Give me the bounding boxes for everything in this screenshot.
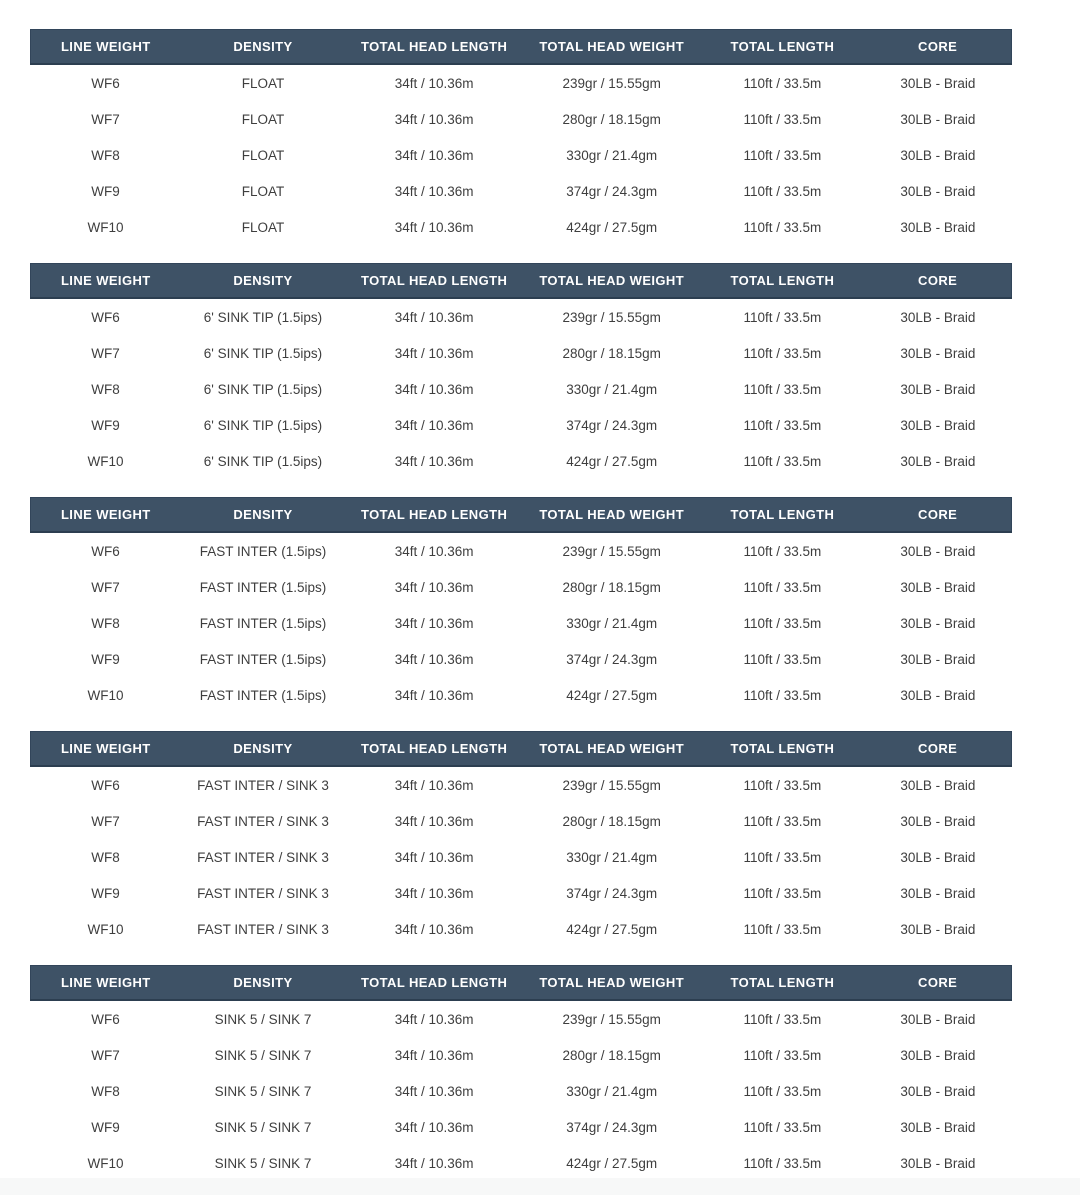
column-header-total-head-weight: TOTAL HEAD WEIGHT — [523, 264, 701, 299]
cell-core: 30LB - Braid — [864, 1000, 1011, 1037]
cell-total-head-length: 34ft / 10.36m — [345, 1073, 523, 1109]
cell-line-weight: WF8 — [31, 605, 181, 641]
column-header-line-weight: LINE WEIGHT — [31, 966, 181, 1001]
column-header-total-head-length: TOTAL HEAD LENGTH — [345, 30, 523, 65]
cell-core: 30LB - Braid — [864, 569, 1011, 605]
cell-line-weight: WF6 — [31, 298, 181, 335]
cell-core: 30LB - Braid — [864, 407, 1011, 443]
cell-density: FAST INTER (1.5ips) — [181, 532, 346, 569]
cell-core: 30LB - Braid — [864, 335, 1011, 371]
column-header-core: CORE — [864, 264, 1011, 299]
cell-core: 30LB - Braid — [864, 209, 1011, 245]
cell-line-weight: WF8 — [31, 839, 181, 875]
cell-total-head-length: 34ft / 10.36m — [345, 443, 523, 479]
table-row — [31, 137, 1012, 173]
cell-total-head-weight: 280gr / 18.15gm — [523, 1037, 701, 1073]
cell-total-length: 110ft / 33.5m — [700, 209, 864, 245]
cell-total-head-length: 34ft / 10.36m — [345, 173, 523, 209]
cell-density: FAST INTER (1.5ips) — [181, 677, 346, 713]
cell-line-weight: WF7 — [31, 803, 181, 839]
column-header-total-length: TOTAL LENGTH — [700, 498, 864, 533]
cell-line-weight: WF6 — [31, 64, 181, 101]
cell-total-length: 110ft / 33.5m — [700, 64, 864, 101]
table-row — [31, 64, 1012, 101]
cell-total-head-length: 34ft / 10.36m — [345, 766, 523, 803]
cell-line-weight: WF10 — [31, 677, 181, 713]
cell-total-head-weight: 280gr / 18.15gm — [523, 335, 701, 371]
cell-total-head-weight: 424gr / 27.5gm — [523, 443, 701, 479]
cell-core: 30LB - Braid — [864, 1073, 1011, 1109]
cell-total-head-weight: 374gr / 24.3gm — [523, 875, 701, 911]
table-row — [31, 1109, 1012, 1145]
cell-line-weight: WF8 — [31, 137, 181, 173]
cell-total-head-weight: 330gr / 21.4gm — [523, 839, 701, 875]
cell-total-head-weight: 374gr / 24.3gm — [523, 173, 701, 209]
column-header-density: DENSITY — [181, 732, 346, 767]
spec-table-5 — [30, 965, 1012, 1181]
table-row — [31, 641, 1012, 677]
column-header-total-length: TOTAL LENGTH — [700, 966, 864, 1001]
cell-core: 30LB - Braid — [864, 641, 1011, 677]
table-row — [31, 532, 1012, 569]
cell-core: 30LB - Braid — [864, 1109, 1011, 1145]
table-row — [31, 298, 1012, 335]
cell-total-head-weight: 330gr / 21.4gm — [523, 605, 701, 641]
cell-total-head-length: 34ft / 10.36m — [345, 64, 523, 101]
cell-line-weight: WF9 — [31, 1109, 181, 1145]
table-row — [31, 1073, 1012, 1109]
cell-density: FLOAT — [181, 64, 346, 101]
cell-total-head-length: 34ft / 10.36m — [345, 605, 523, 641]
spec-table-2 — [30, 263, 1012, 479]
cell-density: SINK 5 / SINK 7 — [181, 1037, 346, 1073]
cell-total-head-length: 34ft / 10.36m — [345, 839, 523, 875]
cell-line-weight: WF8 — [31, 1073, 181, 1109]
table-row — [31, 1145, 1012, 1181]
table-row — [31, 605, 1012, 641]
table-row — [31, 173, 1012, 209]
cell-total-head-weight: 280gr / 18.15gm — [523, 101, 701, 137]
cell-total-head-length: 34ft / 10.36m — [345, 1109, 523, 1145]
cell-density: SINK 5 / SINK 7 — [181, 1073, 346, 1109]
cell-total-length: 110ft / 33.5m — [700, 839, 864, 875]
cell-core: 30LB - Braid — [864, 443, 1011, 479]
cell-total-head-length: 34ft / 10.36m — [345, 569, 523, 605]
column-header-core: CORE — [864, 30, 1011, 65]
cell-total-head-length: 34ft / 10.36m — [345, 101, 523, 137]
cell-total-head-length: 34ft / 10.36m — [345, 298, 523, 335]
cell-total-length: 110ft / 33.5m — [700, 101, 864, 137]
table-row — [31, 209, 1012, 245]
cell-density: 6' SINK TIP (1.5ips) — [181, 407, 346, 443]
cell-total-head-weight: 239gr / 15.55gm — [523, 298, 701, 335]
cell-total-length: 110ft / 33.5m — [700, 173, 864, 209]
cell-density: SINK 5 / SINK 7 — [181, 1109, 346, 1145]
cell-total-length: 110ft / 33.5m — [700, 1073, 864, 1109]
header-row — [31, 966, 1012, 1001]
cell-line-weight: WF7 — [31, 335, 181, 371]
cell-total-head-weight: 374gr / 24.3gm — [523, 1109, 701, 1145]
column-header-total-head-length: TOTAL HEAD LENGTH — [345, 966, 523, 1001]
cell-total-head-weight: 280gr / 18.15gm — [523, 803, 701, 839]
column-header-total-head-weight: TOTAL HEAD WEIGHT — [523, 732, 701, 767]
cell-core: 30LB - Braid — [864, 371, 1011, 407]
column-header-total-head-weight: TOTAL HEAD WEIGHT — [523, 498, 701, 533]
column-header-core: CORE — [864, 966, 1011, 1001]
header-row — [31, 732, 1012, 767]
cell-core: 30LB - Braid — [864, 839, 1011, 875]
cell-total-head-length: 34ft / 10.36m — [345, 137, 523, 173]
cell-density: 6' SINK TIP (1.5ips) — [181, 335, 346, 371]
table-row — [31, 335, 1012, 371]
cell-core: 30LB - Braid — [864, 64, 1011, 101]
column-header-total-length: TOTAL LENGTH — [700, 30, 864, 65]
table-row — [31, 443, 1012, 479]
cell-total-head-length: 34ft / 10.36m — [345, 677, 523, 713]
table-row — [31, 911, 1012, 947]
cell-total-head-length: 34ft / 10.36m — [345, 371, 523, 407]
cell-total-length: 110ft / 33.5m — [700, 298, 864, 335]
column-header-density: DENSITY — [181, 264, 346, 299]
table-row — [31, 803, 1012, 839]
cell-total-head-weight: 239gr / 15.55gm — [523, 532, 701, 569]
cell-line-weight: WF9 — [31, 641, 181, 677]
cell-total-length: 110ft / 33.5m — [700, 532, 864, 569]
cell-total-head-length: 34ft / 10.36m — [345, 407, 523, 443]
column-header-core: CORE — [864, 732, 1011, 767]
cell-density: FLOAT — [181, 137, 346, 173]
cell-density: FAST INTER (1.5ips) — [181, 641, 346, 677]
cell-line-weight: WF6 — [31, 766, 181, 803]
table-row — [31, 1037, 1012, 1073]
spec-table-4 — [30, 731, 1012, 947]
cell-core: 30LB - Braid — [864, 677, 1011, 713]
cell-density: 6' SINK TIP (1.5ips) — [181, 298, 346, 335]
column-header-total-head-length: TOTAL HEAD LENGTH — [345, 732, 523, 767]
cell-total-length: 110ft / 33.5m — [700, 803, 864, 839]
cell-total-length: 110ft / 33.5m — [700, 875, 864, 911]
cell-total-length: 110ft / 33.5m — [700, 641, 864, 677]
cell-line-weight: WF10 — [31, 443, 181, 479]
cell-density: FAST INTER / SINK 3 — [181, 803, 346, 839]
cell-density: FLOAT — [181, 173, 346, 209]
cell-total-head-length: 34ft / 10.36m — [345, 641, 523, 677]
cell-total-length: 110ft / 33.5m — [700, 569, 864, 605]
cell-core: 30LB - Braid — [864, 532, 1011, 569]
cell-total-head-weight: 330gr / 21.4gm — [523, 137, 701, 173]
cell-density: FAST INTER / SINK 3 — [181, 911, 346, 947]
column-header-total-head-length: TOTAL HEAD LENGTH — [345, 264, 523, 299]
cell-total-length: 110ft / 33.5m — [700, 677, 864, 713]
column-header-line-weight: LINE WEIGHT — [31, 732, 181, 767]
cell-core: 30LB - Braid — [864, 803, 1011, 839]
cell-total-length: 110ft / 33.5m — [700, 1145, 864, 1181]
cell-density: FAST INTER (1.5ips) — [181, 569, 346, 605]
cell-core: 30LB - Braid — [864, 605, 1011, 641]
cell-line-weight: WF9 — [31, 173, 181, 209]
cell-total-head-length: 34ft / 10.36m — [345, 209, 523, 245]
cell-line-weight: WF7 — [31, 569, 181, 605]
column-header-density: DENSITY — [181, 30, 346, 65]
cell-total-length: 110ft / 33.5m — [700, 911, 864, 947]
cell-density: FAST INTER / SINK 3 — [181, 839, 346, 875]
cell-core: 30LB - Braid — [864, 766, 1011, 803]
table-row — [31, 371, 1012, 407]
table-row — [31, 407, 1012, 443]
cell-line-weight: WF10 — [31, 1145, 181, 1181]
table-row — [31, 766, 1012, 803]
table-row — [31, 839, 1012, 875]
cell-core: 30LB - Braid — [864, 173, 1011, 209]
cell-total-head-weight: 424gr / 27.5gm — [523, 1145, 701, 1181]
cell-density: SINK 5 / SINK 7 — [181, 1145, 346, 1181]
cell-line-weight: WF10 — [31, 911, 181, 947]
cell-line-weight: WF7 — [31, 1037, 181, 1073]
cell-core: 30LB - Braid — [864, 1037, 1011, 1073]
cell-total-length: 110ft / 33.5m — [700, 766, 864, 803]
header-row — [31, 264, 1012, 299]
cell-core: 30LB - Braid — [864, 911, 1011, 947]
cell-core: 30LB - Braid — [864, 298, 1011, 335]
cell-core: 30LB - Braid — [864, 137, 1011, 173]
table-row — [31, 569, 1012, 605]
cell-total-head-length: 34ft / 10.36m — [345, 1037, 523, 1073]
footer-band — [0, 1178, 1080, 1195]
table-row — [31, 1000, 1012, 1037]
cell-density: FLOAT — [181, 209, 346, 245]
cell-total-head-weight: 239gr / 15.55gm — [523, 1000, 701, 1037]
cell-total-head-weight: 374gr / 24.3gm — [523, 641, 701, 677]
column-header-total-head-weight: TOTAL HEAD WEIGHT — [523, 966, 701, 1001]
cell-density: FLOAT — [181, 101, 346, 137]
cell-density: FAST INTER / SINK 3 — [181, 875, 346, 911]
spec-table-1 — [30, 29, 1012, 245]
cell-core: 30LB - Braid — [864, 875, 1011, 911]
cell-core: 30LB - Braid — [864, 1145, 1011, 1181]
column-header-density: DENSITY — [181, 966, 346, 1001]
column-header-line-weight: LINE WEIGHT — [31, 30, 181, 65]
cell-core: 30LB - Braid — [864, 101, 1011, 137]
table-row — [31, 101, 1012, 137]
cell-total-length: 110ft / 33.5m — [700, 371, 864, 407]
cell-total-length: 110ft / 33.5m — [700, 1037, 864, 1073]
cell-total-head-length: 34ft / 10.36m — [345, 532, 523, 569]
column-header-line-weight: LINE WEIGHT — [31, 498, 181, 533]
header-row — [31, 30, 1012, 65]
cell-total-head-weight: 239gr / 15.55gm — [523, 64, 701, 101]
cell-total-head-length: 34ft / 10.36m — [345, 1000, 523, 1037]
cell-total-length: 110ft / 33.5m — [700, 407, 864, 443]
spec-table-3 — [30, 497, 1012, 713]
cell-total-head-length: 34ft / 10.36m — [345, 911, 523, 947]
cell-total-head-length: 34ft / 10.36m — [345, 875, 523, 911]
cell-total-head-weight: 280gr / 18.15gm — [523, 569, 701, 605]
column-header-core: CORE — [864, 498, 1011, 533]
cell-total-head-weight: 239gr / 15.55gm — [523, 766, 701, 803]
cell-total-head-length: 34ft / 10.36m — [345, 335, 523, 371]
cell-line-weight: WF8 — [31, 371, 181, 407]
cell-total-head-weight: 330gr / 21.4gm — [523, 1073, 701, 1109]
cell-density: SINK 5 / SINK 7 — [181, 1000, 346, 1037]
table-row — [31, 875, 1012, 911]
column-header-total-length: TOTAL LENGTH — [700, 264, 864, 299]
cell-total-length: 110ft / 33.5m — [700, 137, 864, 173]
cell-total-length: 110ft / 33.5m — [700, 1109, 864, 1145]
cell-total-length: 110ft / 33.5m — [700, 335, 864, 371]
cell-density: FAST INTER / SINK 3 — [181, 766, 346, 803]
cell-line-weight: WF7 — [31, 101, 181, 137]
column-header-total-head-weight: TOTAL HEAD WEIGHT — [523, 30, 701, 65]
spec-tables-container — [30, 29, 1012, 1195]
cell-line-weight: WF9 — [31, 407, 181, 443]
cell-total-length: 110ft / 33.5m — [700, 1000, 864, 1037]
cell-total-head-weight: 424gr / 27.5gm — [523, 911, 701, 947]
cell-total-head-length: 34ft / 10.36m — [345, 1145, 523, 1181]
cell-line-weight: WF6 — [31, 1000, 181, 1037]
cell-line-weight: WF10 — [31, 209, 181, 245]
header-row — [31, 498, 1012, 533]
cell-density: 6' SINK TIP (1.5ips) — [181, 371, 346, 407]
cell-total-head-length: 34ft / 10.36m — [345, 803, 523, 839]
table-row — [31, 677, 1012, 713]
column-header-total-length: TOTAL LENGTH — [700, 732, 864, 767]
cell-total-head-weight: 424gr / 27.5gm — [523, 209, 701, 245]
cell-density: FAST INTER (1.5ips) — [181, 605, 346, 641]
cell-total-head-weight: 374gr / 24.3gm — [523, 407, 701, 443]
column-header-line-weight: LINE WEIGHT — [31, 264, 181, 299]
cell-total-head-weight: 424gr / 27.5gm — [523, 677, 701, 713]
column-header-total-head-length: TOTAL HEAD LENGTH — [345, 498, 523, 533]
cell-line-weight: WF9 — [31, 875, 181, 911]
cell-total-head-weight: 330gr / 21.4gm — [523, 371, 701, 407]
cell-line-weight: WF6 — [31, 532, 181, 569]
cell-total-length: 110ft / 33.5m — [700, 605, 864, 641]
column-header-density: DENSITY — [181, 498, 346, 533]
cell-total-length: 110ft / 33.5m — [700, 443, 864, 479]
cell-density: 6' SINK TIP (1.5ips) — [181, 443, 346, 479]
